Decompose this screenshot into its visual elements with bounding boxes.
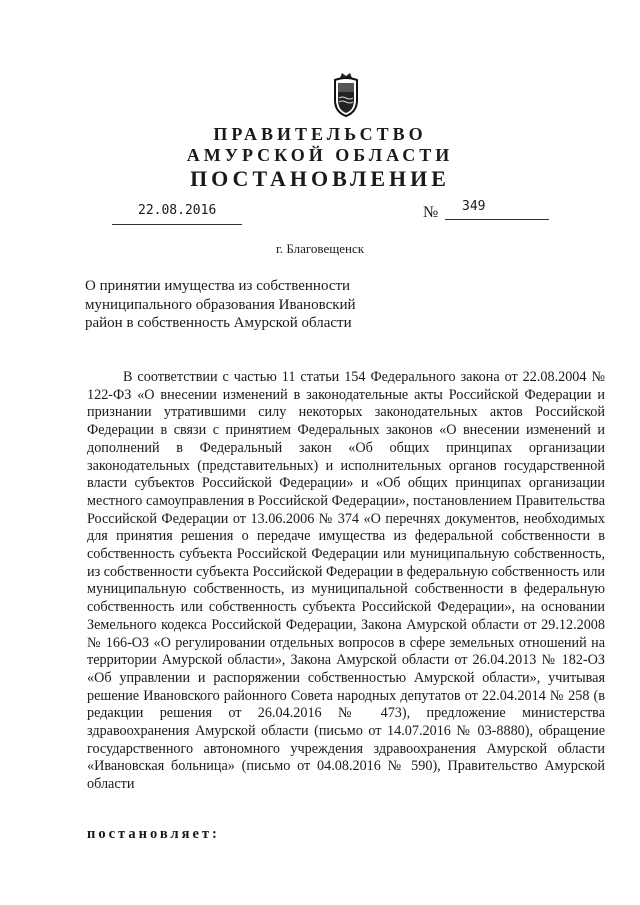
coat-of-arms-icon: [327, 70, 365, 118]
city: г. Благовещенск: [275, 241, 365, 256]
document-subject: О принятии имущества из собственности муниципального образования Ивановский район в собственность Амурской области: [85, 278, 356, 331]
number-sign: №: [423, 204, 439, 221]
document-date: 22.08.2016: [138, 203, 217, 218]
org-name-line-1: ПРАВИТЕЛЬСТВО: [213, 124, 427, 144]
org-name-line-2: АМУРСКОЙ ОБЛАСТИ: [186, 145, 454, 165]
body-paragraph: В соответствии с частью 11 статьи 154 Федерального закона от 22.08.2004 № 122-ФЗ «О внесении изменений в законодательные акты Российской Федерации и признании утратившими силу некоторых законодательных актов Российской Федерации в связи с принятием Федеральных законов «О внесении изменений и дополнений в Федеральный закон «Об общих принципах организации законодательных (представительных) и исполнительных органов государственной власти субъектов Российской Федерации» и «Об общих принципах организации местного самоуправления в Российской Федерации», постановлением Правительства Российской Федерации от 13.06.2006 № 374 «О перечнях документов, необходимых для принятия решения о передаче имущества из федеральной собственности в собственность субъекта Российской Федерации или муниципальную собственность, из собственности субъекта Российской Федерации в федеральную собственность или муниципальную собственность, из муниципальной собственности в федеральную собственность или собственность субъекта Российской Федерации», на основании Земельного кодекса Российской Федерации, Закона Амурской области от 29.12.2008 № 166-ОЗ «О регулировании отдельных вопросов в сфере земельных отношений на территории Амурской области», Закона Амурской области от 26.04.2013 № 182-ОЗ «Об управлении и распоряжении собственностью Амурской области», учитывая решение Ивановского районного Совета народных депутатов от 22.04.2014 № 258 (в редакции решения от 26.04.2016 № 473), предложение министерства здравоохранения Амурской области (письмо от 14.07.2016 № 03-8880), обращение государственного автономного учреждения здравоохранения Амурской области «Ивановская больница» (письмо от 04.08.2016 № 590), Правительство Амурской области: [87, 369, 605, 793]
document-type: ПОСТАНОВЛЕНИЕ: [190, 166, 450, 191]
document-number: 349: [462, 199, 486, 214]
number-underline: [445, 219, 549, 220]
date-underline: [112, 224, 242, 225]
decree-word: постановляет:: [87, 826, 220, 842]
